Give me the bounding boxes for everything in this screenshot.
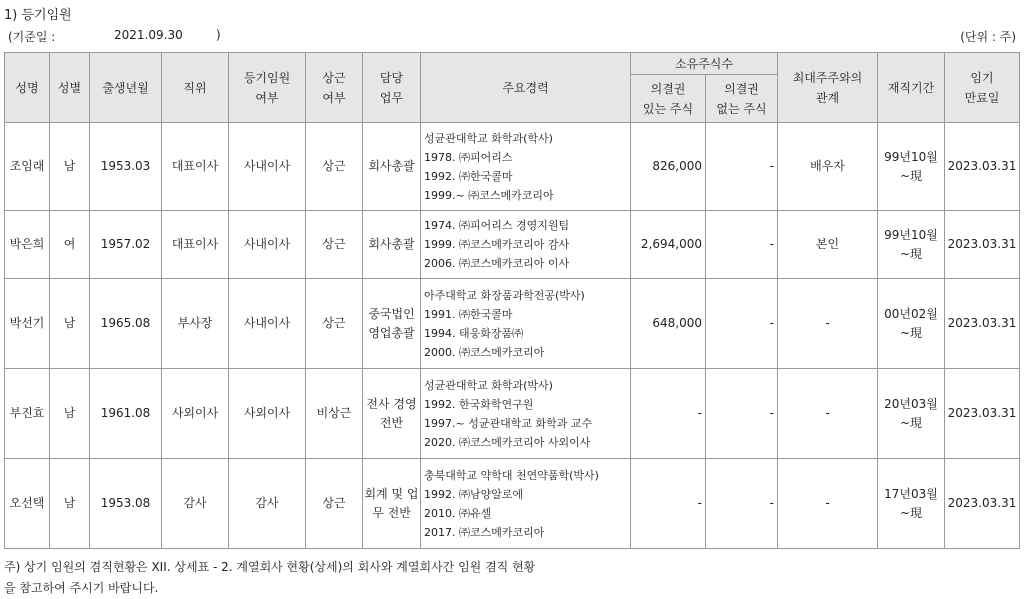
cell-term: 2023.03.31: [945, 459, 1020, 549]
table-row: [5, 211, 1020, 279]
cell-fulltime: 비상근: [306, 369, 363, 459]
footnote: [4, 557, 535, 599]
cell-name: 오선택: [5, 459, 50, 549]
header-birth: 출생년월: [90, 53, 162, 123]
cell-nonvoting-shares: -: [706, 123, 778, 211]
reference-date-label: (기준일 :: [8, 30, 56, 44]
cell-term: 2023.03.31: [945, 279, 1020, 369]
cell-birth: 1965.08: [90, 279, 162, 369]
cell-fulltime: 상근: [306, 459, 363, 549]
cell-duty: 중국법인 영업총괄: [363, 279, 421, 369]
executives-table: [4, 52, 1020, 549]
footnote-line-1: 주) 상기 임원의 겸직현황은 XII. 상세표 - 2. 계열회사 현황(상세)의 회사와 계열회사간 임원 겸직 현황: [4, 560, 536, 574]
reference-date-close: ): [216, 28, 221, 42]
header-name: 성명: [5, 53, 50, 123]
cell-relation: -: [778, 279, 878, 369]
header-shares: 소유주식수: [631, 53, 778, 75]
cell-gender: 남: [50, 279, 90, 369]
cell-position: 사외이사: [162, 369, 229, 459]
cell-tenure: 99년10월 ~現: [878, 211, 945, 279]
header-position: 직위: [162, 53, 229, 123]
cell-fulltime: 상근: [306, 123, 363, 211]
header-relation: 최대주주와의 관계: [778, 53, 878, 123]
cell-duty: 전사 경영 전반: [363, 369, 421, 459]
table-row: [5, 279, 1020, 369]
cell-fulltime: 상근: [306, 279, 363, 369]
cell-position: 대표이사: [162, 211, 229, 279]
cell-duty: 회사총괄: [363, 211, 421, 279]
cell-tenure: 00년02월 ~現: [878, 279, 945, 369]
header-career: 주요경력: [421, 53, 631, 123]
cell-name: 박선기: [5, 279, 50, 369]
cell-registered: 사내이사: [229, 211, 306, 279]
cell-gender: 남: [50, 369, 90, 459]
table-row: [5, 369, 1020, 459]
cell-fulltime: 상근: [306, 211, 363, 279]
header-registered: 등기임원 여부: [229, 53, 306, 123]
header-voting: 의결권 있는 주식: [631, 75, 706, 123]
cell-voting-shares: 2,694,000: [631, 211, 706, 279]
cell-birth: 1961.08: [90, 369, 162, 459]
cell-nonvoting-shares: -: [706, 279, 778, 369]
footnote-line-2: 을 참고하여 주시기 바랍니다.: [4, 581, 159, 595]
cell-birth: 1953.03: [90, 123, 162, 211]
cell-voting-shares: -: [631, 369, 706, 459]
cell-birth: 1953.08: [90, 459, 162, 549]
cell-tenure: 17년03월 ~現: [878, 459, 945, 549]
cell-position: 감사: [162, 459, 229, 549]
cell-nonvoting-shares: -: [706, 459, 778, 549]
header-tenure: 재직기간: [878, 53, 945, 123]
cell-gender: 남: [50, 123, 90, 211]
cell-duty: 회계 및 업 무 전반: [363, 459, 421, 549]
section-title: 1) 등기임원: [4, 8, 72, 23]
cell-gender: 남: [50, 459, 90, 549]
cell-tenure: 99년10월 ~現: [878, 123, 945, 211]
header-gender: 성별: [50, 53, 90, 123]
header-fulltime: 상근 여부: [306, 53, 363, 123]
cell-name: 조임래: [5, 123, 50, 211]
cell-duty: 회사총괄: [363, 123, 421, 211]
cell-term: 2023.03.31: [945, 123, 1020, 211]
cell-career: 1974. ㈜피어리스 경영지원팀 1999. ㈜코스메카코리아 감사 2006. ㈜코스메카코리아 이사: [421, 211, 631, 279]
cell-name: 부진효: [5, 369, 50, 459]
cell-term: 2023.03.31: [945, 211, 1020, 279]
cell-career: 성균관대학교 화학과(학사) 1978. ㈜피어리스 1992. ㈜한국콜마 1999.~ ㈜코스메카코리아: [421, 123, 631, 211]
header-term: 임기 만료일: [945, 53, 1020, 123]
cell-career: 충북대학교 약학대 천연약품학(박사) 1992. ㈜남양알로에 2010. ㈜유셀 2017. ㈜코스메카코리아: [421, 459, 631, 549]
cell-nonvoting-shares: -: [706, 211, 778, 279]
header-duty: 담당 업무: [363, 53, 421, 123]
cell-gender: 여: [50, 211, 90, 279]
cell-career: 아주대학교 화장품과학전공(박사) 1991. ㈜한국콜마 1994. 태웅화장품㈜ 2000. ㈜코스메카코리아: [421, 279, 631, 369]
cell-tenure: 20년03월 ~現: [878, 369, 945, 459]
cell-relation: -: [778, 369, 878, 459]
table-row: [5, 459, 1020, 549]
cell-nonvoting-shares: -: [706, 369, 778, 459]
reference-date: [8, 28, 221, 45]
cell-registered: 사내이사: [229, 279, 306, 369]
cell-registered: 사내이사: [229, 123, 306, 211]
cell-voting-shares: 648,000: [631, 279, 706, 369]
cell-registered: 사외이사: [229, 369, 306, 459]
cell-career: 성균관대학교 화학과(박사) 1992. 한국화학연구원 1997.~ 성균관대학교 화학과 교수 2020. ㈜코스메카코리아 사외이사: [421, 369, 631, 459]
unit-label: (단위 : 주): [960, 30, 1016, 44]
reference-date-value: 2021.09.30: [114, 28, 183, 42]
cell-position: 부사장: [162, 279, 229, 369]
header-nonvoting: 의결권 없는 주식: [706, 75, 778, 123]
cell-relation: 배우자: [778, 123, 878, 211]
cell-registered: 감사: [229, 459, 306, 549]
cell-voting-shares: 826,000: [631, 123, 706, 211]
cell-relation: -: [778, 459, 878, 549]
table-body: [5, 123, 1020, 549]
cell-relation: 본인: [778, 211, 878, 279]
table-row: [5, 123, 1020, 211]
cell-voting-shares: -: [631, 459, 706, 549]
cell-name: 박은희: [5, 211, 50, 279]
cell-birth: 1957.02: [90, 211, 162, 279]
cell-term: 2023.03.31: [945, 369, 1020, 459]
cell-position: 대표이사: [162, 123, 229, 211]
